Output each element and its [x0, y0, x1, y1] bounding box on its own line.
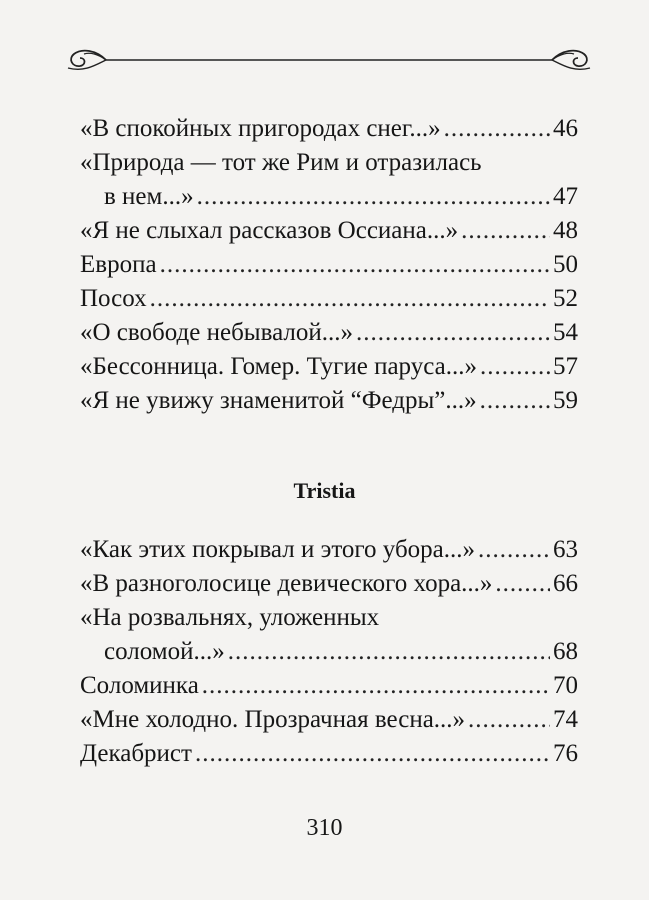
toc-entry-title: «Мне холодно. Прозрачная весна...»: [80, 706, 466, 733]
leader-dots: [195, 737, 550, 771]
toc-entry-title: Посох: [80, 285, 147, 312]
toc-entry[interactable]: [80, 350, 578, 384]
toc-entry[interactable]: [80, 248, 578, 282]
toc-entry-title: «В разноголосице девического хора...»: [80, 570, 493, 597]
toc-entry-title: «Как этих покрывал и этого убора...»: [80, 536, 476, 563]
toc-entry-page: 52: [553, 285, 578, 312]
toc-list-part1: [80, 112, 578, 418]
toc-entry[interactable]: [80, 533, 578, 567]
toc-entry-title: «Я не слыхал рассказов Оссиана...»: [80, 217, 459, 244]
toc-entry[interactable]: [80, 112, 578, 146]
toc-entry-title: Декабрист: [80, 740, 192, 767]
toc-entry[interactable]: [80, 703, 578, 737]
leader-dots: [356, 316, 550, 350]
leader-dots: [444, 112, 550, 146]
section-heading: Tristia: [293, 478, 356, 503]
toc-entry[interactable]: [80, 146, 578, 214]
toc-entry-title-line1: «На розвальнях, уложенных: [80, 604, 380, 631]
toc-entry-page: 47: [553, 183, 578, 210]
toc-entry[interactable]: [80, 282, 578, 316]
toc-entry-page: 76: [553, 740, 578, 767]
toc-entry-title: «В спокойных пригородах снег...»: [80, 115, 441, 142]
leader-dots: [480, 350, 550, 384]
toc-entry-page: 74: [553, 706, 578, 733]
toc-entry[interactable]: [80, 214, 578, 248]
leader-dots: [150, 282, 550, 316]
toc-entry[interactable]: [80, 669, 578, 703]
toc-entry-page: 46: [553, 115, 578, 142]
toc-entry-title: соломой...»: [104, 638, 225, 665]
toc-entry[interactable]: [80, 567, 578, 601]
toc-entry-title-line1: «Природа — тот же Рим и отразилась: [80, 149, 482, 176]
leader-dots: [160, 248, 550, 282]
toc-list-part2: [80, 533, 578, 771]
leader-dots: [228, 635, 550, 669]
toc-entry-title: «Я не увижу знаменитой “Федры”...»: [80, 387, 477, 414]
toc-entry-page: 54: [553, 319, 578, 346]
toc-entry[interactable]: [80, 384, 578, 418]
toc-entry-page: 59: [553, 387, 578, 414]
leader-dots: [202, 669, 550, 703]
page-number: 310: [306, 815, 343, 841]
toc-entry-page: 57: [553, 353, 578, 380]
toc-entry-title: «О свободе небывалой...»: [80, 319, 353, 346]
toc-entry-title: Соломинка: [80, 672, 199, 699]
leader-dots: [468, 703, 550, 737]
toc-entry-page: 48: [553, 217, 578, 244]
toc-entry-page: 68: [553, 638, 578, 665]
toc-entry-page: 70: [553, 672, 578, 699]
toc-entry-title: в нем...»: [104, 183, 194, 210]
toc-entry[interactable]: [80, 601, 578, 669]
leader-dots: [478, 533, 550, 567]
leader-dots: [495, 567, 550, 601]
leader-dots: [480, 384, 550, 418]
flourish-ornament-icon: [64, 42, 594, 78]
toc-entry-title: «Бессонница. Гомер. Тугие паруса...»: [80, 353, 477, 380]
toc-entry[interactable]: [80, 316, 578, 350]
toc-entry-page: 66: [553, 570, 578, 597]
toc-entry-page: 63: [553, 536, 578, 563]
toc-entry-page: 50: [553, 251, 578, 278]
toc-entry[interactable]: [80, 737, 578, 771]
leader-dots: [461, 214, 550, 248]
leader-dots: [197, 180, 550, 214]
toc-entry-title: Европа: [80, 251, 157, 278]
